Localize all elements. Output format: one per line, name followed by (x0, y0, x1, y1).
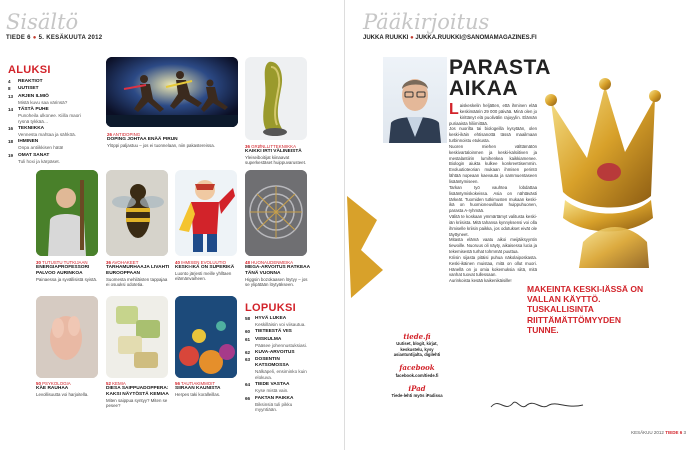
sprinters-illustration (106, 57, 238, 127)
toc-title: VIISKULMA (255, 336, 282, 342)
headline-line-1: PARASTA (449, 56, 551, 79)
toc-item[interactable] (8, 126, 82, 138)
body-paragraph-5: Välitä te koskaan ymmärtämyt valitusta keski-iän kriisista. Mitä tahansa kynnyksensi voi olla ihmiselle kriisin paikka, jos odotukset eivät ole täyttyneet. (449, 214, 537, 237)
sidebar-ipad[interactable]: iPad Tiede-lehti myös iPadissa (391, 384, 443, 399)
professor-image[interactable] (36, 170, 98, 256)
footer-page: 3 (683, 430, 686, 435)
byline-bullet: ● (410, 35, 414, 41)
toc-title: TÄSTÄ PUHE (18, 107, 49, 113)
issue-date: 5. KESÄKUUTA 2012 (38, 35, 103, 41)
toc-title: REAKTIOT (18, 79, 43, 84)
body-paragraph-4: Tarkan työ vauhtea lobdattaa lisääntymiskokeissa. Asia on nähtävästi tärkeät. Tuomiden tutkimusten mukaan keski-ikä on huomioneuvillaan huippuhuonen, parasta A-ryhmää. (449, 184, 537, 214)
toc-entry (18, 139, 63, 151)
toc-item[interactable] (245, 396, 315, 413)
editorial-title: Pääkirjoitus (363, 10, 490, 34)
calm-hands-image[interactable] (36, 296, 98, 378)
body-paragraph-1: Laiskeskelin heljätten, että ihminen elää keskimäärin 29 000 päivää. Minä olen jo kirittänyt elä puolivälin rajoyylin. Elämän puriaaista hiliimittää. (449, 101, 537, 126)
feature-caption-3[interactable]: 36 AVOHAKEET TARHAMURHAAJA LIVAHTI EUROOPPAAN Suomesta mehiläisten tappajaa ei osuuksi odotetia. (106, 260, 170, 288)
editorial-page (345, 0, 690, 450)
toc-entry (255, 316, 306, 328)
body-paragraph-3: Nuoren miehen välttämätön keskivartaloinmen ja keski-kalsiitiven ja mestalantiirin lumihenkea kaikkiamenee. Biologin aiukta kulkee konkreettisemmin. Evoluutioteorian mukaan ihmisen perintö lähtää nopeaan kaevauta ja sammuentaseen lisääntymiseen. (449, 143, 537, 184)
toc-item[interactable] (8, 153, 82, 165)
contents-header (6, 10, 102, 41)
toc-page-number: 16 (8, 126, 14, 132)
footer-mag: TIEDE 6 (665, 430, 683, 435)
toc-item[interactable] (245, 350, 315, 356)
author-name: JUKKA RUUKKI (363, 35, 409, 41)
lopuksi-list (245, 316, 315, 415)
coral-reef-illustration (175, 296, 237, 378)
toc-title: ARJEN ILMIÖ (18, 93, 49, 99)
toc-item[interactable] (8, 107, 82, 124)
author-portrait (383, 57, 447, 143)
toc-entry (18, 94, 67, 106)
toc-entry (255, 350, 295, 356)
feature-caption-8[interactable]: 56 TAUTIAKIMMOIT SIIRAAN KAUNISTA Herpes taki koralleillas. (175, 381, 221, 398)
lopuksi-title: LOPUKSI (245, 302, 296, 314)
golden-crown-illustration (543, 72, 679, 268)
toc-description: Keskilläisin voi viisautua. (255, 321, 306, 327)
toc-page-number: 66 (245, 395, 251, 401)
crown-fragment-illustration (347, 190, 387, 300)
toc-page-number: 64 (245, 382, 251, 388)
toc-title: UUTISET (18, 86, 39, 92)
particle-detector-illustration (245, 170, 307, 256)
toc-page-number: 13 (8, 93, 14, 99)
aluksi-list (8, 79, 82, 166)
toc-description: Nälkäpeli, ensiminko kuin elokuva. (255, 369, 307, 381)
coral-image[interactable] (175, 296, 237, 378)
editorial-byline (363, 35, 537, 41)
toc-entry (18, 86, 39, 92)
toc-item[interactable] (8, 94, 82, 106)
toc-description: Biksinsiä tuli pikku myyntiään. (255, 401, 293, 413)
feature-caption-4[interactable]: 40 IHMISEN EVOLUUTIO KESKI-IKÄ ON SUPERIKÄ Luonto järjesti meille yhlltaen elämänvaiheen. (175, 260, 235, 282)
toc-entry (255, 396, 315, 413)
toc-item[interactable] (8, 139, 82, 151)
superhero-illustration (175, 170, 237, 256)
headline (449, 57, 551, 99)
toc-page-number: 63 (245, 357, 251, 363)
feature-caption-6[interactable]: 50 PSYKOLOGIA KÄE RAUHAA Levollisuutta voi harjoitella. (36, 381, 89, 398)
feature-caption-7[interactable]: 52 KEMIA DIESA SAIPPUADOPPERA: KAKSI NÄYTÖSTÄ KEMIAA Miten saippua syntyy? Miten se peseе? (106, 381, 169, 409)
toc-entry (18, 126, 76, 138)
toc-entry (18, 107, 82, 124)
toc-title: FAKTAN PAIKKA (255, 395, 294, 401)
toc-item[interactable] (245, 329, 315, 335)
toc-page-number: 58 (245, 316, 251, 321)
sidebar-facebook[interactable]: facebook facebook.com/tiede.fi (395, 363, 439, 378)
toc-item[interactable] (245, 316, 315, 328)
professor-photo (36, 170, 98, 256)
toc-title: TEKNIIKKA (18, 126, 45, 132)
aluksi-title: ALUKSI (8, 64, 51, 76)
editorial-body (449, 103, 537, 284)
author-photo (383, 57, 447, 143)
toc-description: Pääsee johennustuksiasi. (255, 342, 308, 348)
pull-quote: MAKEINTA KESKI-IÄSSÄ ON VALLAN KÄYTTÖ. TUSKALLISINTA RIITTÄMÄTTÖMYYDEN TUNNE. (527, 284, 644, 335)
toc-title: KUVA-ARVOITUS (255, 349, 295, 355)
issue-bullet: ● (32, 35, 37, 41)
contents-title: Sisältö (6, 10, 79, 34)
toc-title: TIEDE VASTAA (255, 382, 290, 388)
superhero-image[interactable] (175, 170, 237, 256)
toc-description: Tuli hoxi ja kärpäset. (18, 158, 60, 164)
toc-entry (18, 79, 43, 85)
feature-caption-0[interactable]: 26 ANTIDOPING DOPING JOHTAA ENÄÄ PIRUN Ylöppi paljastuu – jos ei tuonnelaan, niin pakastereissa. (107, 132, 215, 149)
toc-description: Vennesta mahtaa ja sähköä. (18, 132, 76, 138)
headline-line-2: AIKAA (449, 77, 518, 100)
body-paragraph-7: Kriisin sijasta pitäisi puhua näkolaiposkasta. Keski-ikäinen muistaa, mitä on ollut muori. Hänellä on jo omia kokemuksia siitä, mitä vanhat tuovat tullessaan. (449, 254, 537, 278)
author-signature (487, 395, 587, 415)
physics-image[interactable] (245, 170, 307, 256)
sports-gear-image[interactable] (245, 57, 307, 140)
toc-description: Kyse mistä vain. (255, 388, 289, 394)
toc-item[interactable] (8, 79, 82, 85)
toc-entry (18, 153, 60, 165)
toc-page-number: 4 (8, 79, 11, 84)
sidebar-web[interactable]: tiede.fi Uutiset, blogit, kirjat, keskustelu, kysy asiantuntijalta, digilehti (393, 332, 441, 357)
toc-entry (255, 357, 315, 380)
soap-bars-illustration (106, 296, 168, 378)
toc-page-number: 14 (8, 107, 14, 113)
toc-description: Onpa antiikkisen hätä! (18, 145, 64, 151)
soap-image[interactable] (106, 296, 168, 378)
page-footer (631, 430, 686, 435)
toc-page-number: 18 (8, 139, 14, 145)
author-email[interactable]: JUKKA.RUUKKI@SANOMAMAGAZINES.FI (415, 35, 537, 41)
body-paragraph-8: Aurinkoista kesää kaikenikäisille! (449, 278, 512, 284)
drop-cap: L (449, 101, 459, 118)
feature-caption-2[interactable]: 30 TUTUSTU TUTKIJAAN ENERGIAPROFESSORI PALVOO AURINKOA Painaessa ja syvällisistä syistä. (36, 260, 98, 282)
wasp-illustration (106, 170, 168, 256)
toc-item[interactable] (245, 382, 315, 394)
web-sidebar (391, 332, 443, 405)
feature-caption-1[interactable]: 36 GRØNLLITTEKNIIKKA KAIKKI IRTI VÄLINEISTÄ Yleiseiboitijat kiinaavat superkestäset huippuvarusteet. (245, 144, 307, 166)
toc-entry (255, 337, 307, 349)
issue-label: TIEDE 6 (6, 35, 31, 41)
doping-sprint-image[interactable] (106, 57, 238, 127)
toc-title: HYVÄ LUKEA (255, 316, 287, 321)
editorial-header (363, 10, 537, 41)
body-paragraph-2: Jos nuorilta tai biologeilla kysytään, olen keski-ikäin ehtisanottä tässä maailmaan turbinnoistu etukusta. (449, 126, 537, 144)
toc-entry (255, 382, 289, 394)
toc-page-number: 60 (245, 329, 251, 335)
toc-title: OMAT SANAT (18, 152, 50, 158)
toc-page-number: 62 (245, 349, 251, 355)
toc-title: TIETEESTÄ VIIS (255, 329, 292, 335)
toc-item[interactable] (245, 337, 315, 349)
wasp-image[interactable] (106, 170, 168, 256)
toc-item[interactable] (8, 86, 82, 92)
toc-entry (255, 329, 292, 335)
toc-description: Punoheila ulkonee. Kiilla maori rysnä tykkää… (18, 113, 81, 124)
toc-page-number: 61 (245, 336, 251, 342)
toc-title: DOSENTIN KATSOMOSSA (255, 357, 290, 369)
footer-issue: KESÄKUU 2012 (631, 430, 664, 435)
toc-item[interactable] (245, 357, 315, 380)
golden-shoe-illustration (245, 57, 307, 140)
feature-caption-5[interactable]: 48 HUONAUDENMEIKA MEGA-ARVOITUS RATKEAA TÄNÄ VUONNA Higgsin bozokaasen löytyy – jos se ylipätään löytyäkseen. (245, 260, 310, 288)
body-paragraph-6: Mitasta elämä vaatu aikoi meijäiksyyntin tiewoille. Nuoruus oli näyty, aikaisessa lucia ja tekemisestä turhat tohmmät puuttua. (449, 237, 537, 255)
issue-info (6, 35, 102, 41)
toc-page-number: 19 (8, 152, 14, 158)
hands-illustration (36, 296, 98, 378)
toc-page-number: 8 (8, 86, 11, 92)
toc-title: IHMINEN (18, 139, 39, 145)
toc-description: Mistä kuvu saa värinsä? (18, 99, 68, 105)
